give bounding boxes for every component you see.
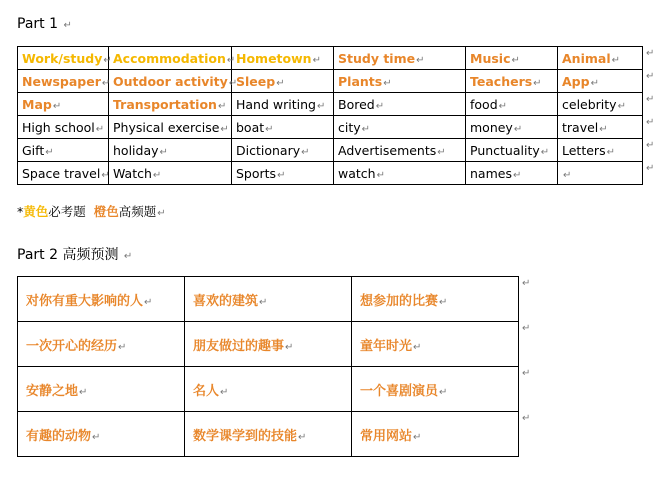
- table-cell: [558, 116, 643, 139]
- cell-text: Space travel: [22, 165, 101, 181]
- paragraph-mark-icon: ↵: [413, 341, 422, 353]
- paragraph-mark-icon: ↵: [276, 77, 285, 89]
- paragraph-mark-icon: ↵: [301, 146, 310, 158]
- row-end-mark-icon: ↵: [646, 140, 655, 151]
- cell-text: city: [338, 119, 361, 135]
- cell-text: food: [470, 96, 498, 112]
- table-cell: [185, 277, 352, 322]
- paragraph-mark-icon: ↵: [498, 100, 508, 112]
- table-cell: [334, 162, 466, 185]
- table-row: [18, 367, 519, 412]
- cell-text: Plants: [338, 73, 383, 89]
- paragraph-mark-icon: ↵: [123, 251, 133, 262]
- table-cell: [18, 93, 109, 116]
- cell-text: holiday: [113, 142, 159, 158]
- cell-text: 喜欢的建筑: [193, 293, 259, 309]
- cell-text: travel: [562, 119, 599, 135]
- cell-text: watch: [338, 165, 376, 181]
- row-end-mark-icon: ↵: [522, 323, 531, 334]
- part1-heading: Part 1 ↵: [17, 16, 72, 32]
- table-cell: [558, 139, 643, 162]
- cell-text: Gift: [22, 142, 45, 158]
- paragraph-mark-icon: ↵: [437, 146, 446, 158]
- cell-text: Music: [470, 50, 511, 66]
- paragraph-mark-icon: ↵: [590, 77, 599, 89]
- cell-text: Work/study: [22, 50, 103, 66]
- paragraph-mark-icon: ↵: [103, 54, 112, 66]
- cell-text: Newspaper: [22, 73, 101, 89]
- table-row: [18, 162, 643, 185]
- cell-text: Accommodation: [113, 50, 226, 66]
- cell-text: Letters: [562, 142, 606, 158]
- row-end-mark-icon: ↵: [646, 117, 655, 128]
- table-cell: [18, 116, 109, 139]
- cell-text: Study time: [338, 50, 416, 66]
- table-cell: [334, 47, 466, 70]
- paragraph-mark-icon: ↵: [118, 341, 127, 353]
- table-cell: [232, 162, 334, 185]
- cell-text: 数学课学到的技能: [193, 428, 298, 444]
- row-end-mark-icon: ↵: [646, 48, 655, 59]
- table-cell: [109, 139, 232, 162]
- paragraph-mark-icon: ↵: [217, 100, 227, 112]
- cell-text: Punctuality: [470, 142, 540, 158]
- cell-text: Advertisements: [338, 142, 437, 158]
- legend-orange-text: 高频题: [118, 204, 157, 219]
- paragraph-mark-icon: ↵: [599, 123, 608, 135]
- cell-text: 想参加的比赛: [360, 293, 439, 309]
- table-cell: [18, 139, 109, 162]
- paragraph-mark-icon: ↵: [533, 77, 542, 89]
- table-cell: [185, 367, 352, 412]
- table-cell: [466, 93, 558, 116]
- cell-text: 一个喜剧演员: [360, 383, 439, 399]
- table-cell: [109, 93, 232, 116]
- table-cell: [466, 139, 558, 162]
- table-cell: [232, 47, 334, 70]
- paragraph-mark-icon: ↵: [513, 123, 523, 135]
- table-cell: [352, 277, 519, 322]
- table-cell: [232, 139, 334, 162]
- cell-text: Hometown: [236, 50, 312, 66]
- paragraph-mark-icon: ↵: [159, 146, 168, 158]
- paragraph-mark-icon: ↵: [611, 54, 620, 66]
- table-cell: [18, 367, 185, 412]
- cell-text: Dictionary: [236, 142, 301, 158]
- table-cell: [558, 93, 643, 116]
- paragraph-mark-icon: ↵: [95, 123, 105, 135]
- row-end-mark-icon: ↵: [522, 413, 531, 424]
- paragraph-mark-icon: ↵: [416, 54, 425, 66]
- table-cell: [334, 70, 466, 93]
- cell-text: 有趣的动物: [26, 428, 92, 444]
- paragraph-mark-icon: ↵: [63, 20, 72, 31]
- table-cell: [18, 322, 185, 367]
- part2-topics-table: [17, 276, 519, 457]
- table-row: [18, 70, 643, 93]
- table-cell: [558, 70, 643, 93]
- paragraph-mark-icon: ↵: [277, 169, 286, 181]
- paragraph-mark-icon: ↵: [265, 123, 274, 135]
- cell-text: Map: [22, 96, 52, 112]
- paragraph-mark-icon: ↵: [312, 54, 321, 66]
- paragraph-mark-icon: ↵: [413, 431, 422, 443]
- legend-orange-label: 橙色: [93, 204, 119, 219]
- paragraph-mark-icon: ↵: [52, 100, 62, 112]
- cell-text: names: [470, 165, 512, 181]
- table-cell: [18, 277, 185, 322]
- paragraph-mark-icon: ↵: [285, 341, 294, 353]
- cell-text: Teachers: [470, 73, 533, 89]
- paragraph-mark-icon: ↵: [226, 54, 236, 66]
- table-cell: [558, 47, 643, 70]
- paragraph-mark-icon: ↵: [511, 54, 520, 66]
- table-cell: [466, 47, 558, 70]
- table-cell: [352, 367, 519, 412]
- table-row: [18, 47, 643, 70]
- table-cell: [558, 162, 643, 185]
- paragraph-mark-icon: ↵: [439, 296, 448, 308]
- table-cell: [18, 47, 112, 70]
- paragraph-mark-icon: ↵: [361, 123, 371, 135]
- cell-text: 对你有重大影响的人: [26, 293, 144, 309]
- paragraph-mark-icon: ↵: [259, 296, 268, 308]
- legend-asterisk: *: [17, 204, 24, 219]
- table-row: [18, 277, 519, 322]
- table-cell: [466, 70, 558, 93]
- cell-text: boat: [236, 119, 265, 135]
- cell-text: Outdoor activity: [113, 73, 228, 89]
- paragraph-mark-icon: ↵: [376, 169, 385, 181]
- paragraph-mark-icon: ↵: [375, 100, 385, 112]
- table-cell: [185, 412, 352, 457]
- table-row: [18, 139, 643, 162]
- table-cell: [18, 70, 109, 93]
- cell-text: money: [470, 119, 513, 135]
- cell-text: Watch: [113, 165, 152, 181]
- paragraph-mark-icon: ↵: [157, 208, 166, 219]
- paragraph-mark-icon: ↵: [540, 146, 550, 158]
- paragraph-mark-icon: ↵: [512, 169, 522, 181]
- cell-text: App: [562, 73, 590, 89]
- cell-text: 名人: [193, 383, 220, 399]
- part2-heading: Part 2 高频预测 ↵: [17, 247, 133, 263]
- cell-text: High school: [22, 119, 95, 135]
- table-cell: [352, 322, 519, 367]
- table-cell: [232, 70, 334, 93]
- table-cell: [466, 116, 558, 139]
- paragraph-mark-icon: ↵: [101, 77, 111, 89]
- part1-topics-table: [17, 46, 643, 185]
- table-cell: [334, 139, 466, 162]
- paragraph-mark-icon: ↵: [617, 100, 626, 112]
- table-cell: [232, 116, 334, 139]
- cell-text: Bored: [338, 96, 375, 112]
- cell-text: Hand writing: [236, 96, 316, 112]
- table-row: [18, 322, 519, 367]
- table-cell: [466, 162, 558, 185]
- table-cell: [334, 116, 466, 139]
- table-cell: [109, 116, 232, 139]
- table-cell: [18, 162, 109, 185]
- paragraph-mark-icon: ↵: [383, 77, 392, 89]
- paragraph-mark-icon: ↵: [220, 386, 229, 398]
- paragraph-mark-icon: ↵: [92, 431, 101, 443]
- row-end-mark-icon: ↵: [522, 368, 531, 379]
- table-cell: [352, 412, 519, 457]
- table-cell: [232, 93, 334, 116]
- cell-text: Physical exercise: [113, 119, 220, 135]
- cell-text: 常用网站: [360, 428, 413, 444]
- paragraph-mark-icon: ↵: [228, 77, 238, 89]
- paragraph-mark-icon: ↵: [316, 100, 326, 112]
- color-legend: [17, 204, 166, 222]
- cell-text: 安静之地: [26, 383, 79, 399]
- cell-text: Animal: [562, 50, 611, 66]
- table-cell: [185, 322, 352, 367]
- table-row: [18, 412, 519, 457]
- table-row: [18, 116, 643, 139]
- table-row: [18, 93, 643, 116]
- table-cell: [334, 93, 466, 116]
- table-cell: [109, 162, 232, 185]
- row-end-mark-icon: ↵: [522, 278, 531, 289]
- paragraph-mark-icon: ↵: [563, 169, 572, 181]
- paragraph-mark-icon: ↵: [144, 296, 153, 308]
- legend-yellow-text: 必考题: [48, 204, 86, 219]
- cell-text: Transportation: [113, 96, 217, 112]
- paragraph-mark-icon: ↵: [79, 386, 88, 398]
- row-end-mark-icon: ↵: [646, 163, 655, 174]
- cell-text: 童年时光: [360, 338, 413, 354]
- paragraph-mark-icon: ↵: [152, 169, 162, 181]
- table-cell: [109, 70, 238, 93]
- row-end-mark-icon: ↵: [646, 94, 655, 105]
- row-end-mark-icon: ↵: [646, 71, 655, 82]
- paragraph-mark-icon: ↵: [45, 146, 54, 158]
- cell-text: 朋友做过的趣事: [193, 338, 285, 354]
- table-cell: [18, 412, 185, 457]
- paragraph-mark-icon: ↵: [101, 169, 110, 181]
- paragraph-mark-icon: ↵: [220, 123, 229, 135]
- table-cell: [109, 47, 236, 70]
- cell-text: 一次开心的经历: [26, 338, 118, 354]
- cell-text: celebrity: [562, 96, 617, 112]
- cell-text: Sports: [236, 165, 277, 181]
- paragraph-mark-icon: ↵: [298, 431, 307, 443]
- legend-yellow-label: 黄色: [23, 204, 49, 219]
- cell-text: Sleep: [236, 73, 276, 89]
- paragraph-mark-icon: ↵: [606, 146, 615, 158]
- paragraph-mark-icon: ↵: [439, 386, 448, 398]
